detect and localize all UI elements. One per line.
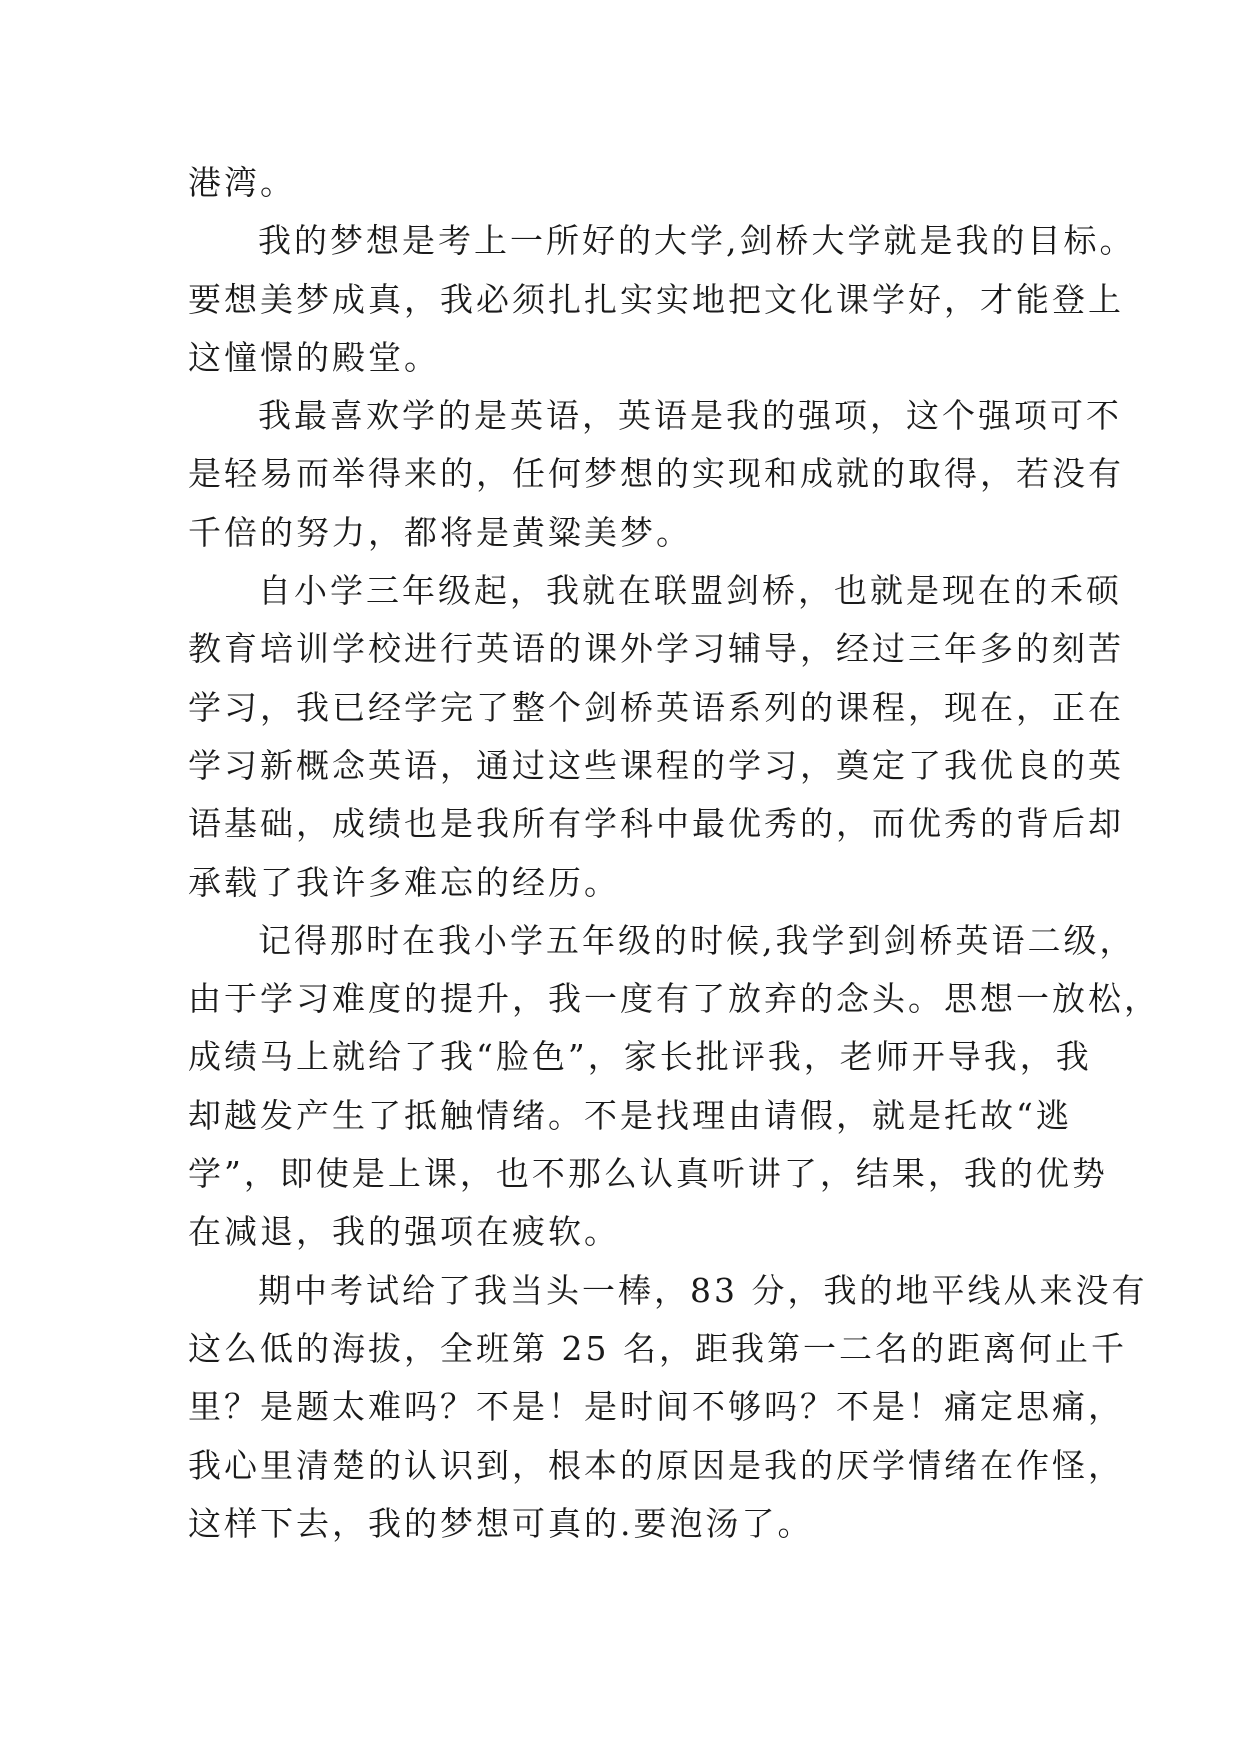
text-line: 自小学三年级起，我就在联盟剑桥，也就是现在的禾硕	[258, 571, 1122, 611]
text-line: 我的梦想是考上一所好的大学,剑桥大学就是我的目标。	[258, 221, 1136, 261]
text-line: 在减退，我的强项在疲软。	[188, 1212, 620, 1252]
text-line: 这憧憬的殿堂。	[188, 337, 440, 377]
text-line: 学”，即使是上课，也不那么认真听讲了，结果，我的优势	[188, 1154, 1108, 1194]
text-line: 是轻易而举得来的，任何梦想的实现和成就的取得，若没有	[188, 454, 1124, 494]
text-line: 我心里清楚的认识到，根本的原因是我的厌学情绪在作怪，	[188, 1445, 1124, 1485]
essay-text	[188, 154, 1160, 1553]
text-line: 要想美梦成真，我必须扎扎实实地把文化课学好，才能登上	[188, 279, 1124, 319]
text-line: 千倍的努力，都将是黄粱美梦。	[188, 512, 692, 552]
text-line: 教育培训学校进行英语的课外学习辅导，经过三年多的刻苦	[188, 629, 1124, 669]
text-line: 学习，我已经学完了整个剑桥英语系列的课程，现在，正在	[188, 687, 1124, 727]
text-line: 成绩马上就给了我“脸色”，家长批评我，老师开导我，我	[188, 1037, 1092, 1077]
text-line: 港湾。	[188, 163, 296, 202]
text-line: 学习新概念英语，通过这些课程的学习，奠定了我优良的英	[188, 745, 1124, 785]
text-line: 里？是题太难吗？不是！是时间不够吗？不是！痛定思痛，	[188, 1387, 1124, 1427]
text-line: 我最喜欢学的是英语，英语是我的强项，这个强项可不	[258, 396, 1122, 436]
text-line: 由于学习难度的提升，我一度有了放弃的念头。思想一放松，	[188, 979, 1160, 1019]
text-line: 承载了我许多难忘的经历。	[188, 862, 620, 902]
text-line: 语基础，成绩也是我所有学科中最优秀的，而优秀的背后却	[188, 804, 1124, 844]
text-line: 这么低的海拔，全班第 25 名，距我第一二名的距离何止千	[188, 1328, 1127, 1368]
text-line: 记得那时在我小学五年级的时候,我学到剑桥英语二级，	[258, 920, 1136, 960]
text-line: 却越发产生了抵触情绪。不是找理由请假，就是托故“逃	[188, 1095, 1072, 1135]
text-line: 这样下去，我的梦想可真的.要泡汤了。	[188, 1503, 814, 1543]
text-line: 期中考试给了我当头一棒，83 分，我的地平线从来没有	[258, 1270, 1148, 1310]
